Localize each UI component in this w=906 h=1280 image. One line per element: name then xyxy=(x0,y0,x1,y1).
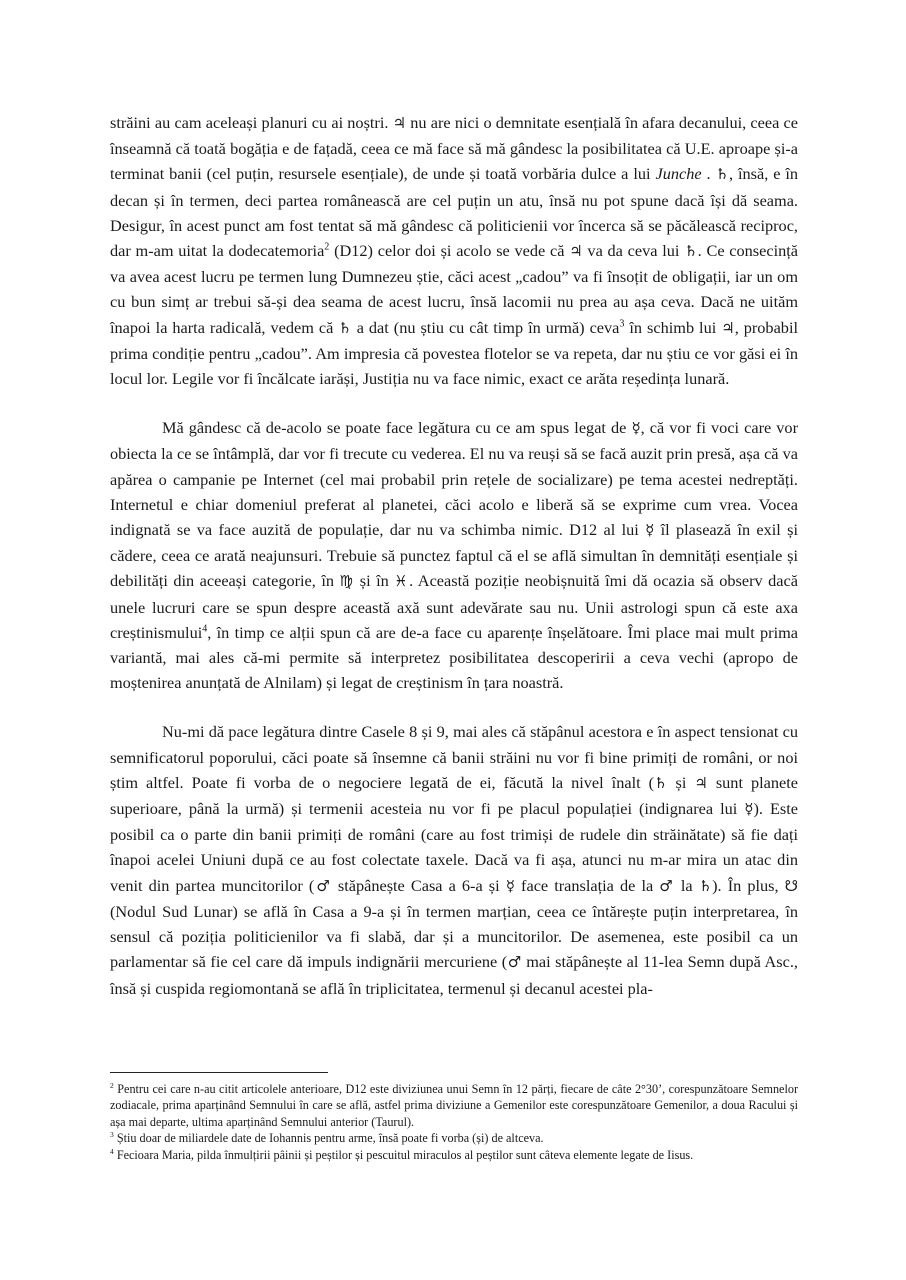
paragraph: Mă gândesc că de-acolo se poate face legătura cu ce am spus legat de ☿, că vor fi voci care vor obiecta la ce se întâmplă, dar vor fi trecute cu vederea. El nu va reuși să se facă auzit prin presă, așa că va apărea o campanie pe Internet (cel mai probabil prin rețele de socializare) pe tema acestei nedreptăți. Internetul e chiar domeniul preferat al planetei, căci acolo e liberă să se exprime cum vrea. Vocea indignată se va face auzită de populație, dar nu va schimba nimic. D12 al lui ☿ îl plasează în exil și cădere, ceea ce arată neajunsuri. Trebuie să punctez faptul că el se află simultan în demnități esențiale și debilități din aceeași categorie, în ♍ și în ♓. Această poziție neobișnuită îmi dă ocazia să observ dacă unele lucruri care se spun despre această axă sunt adevărate sau nu. Unii astrologi spun că este axa creștinismului$^4$, în timp ce alții spun că are de-a face cu aparențe înșelătoare. Îmi place mai mult prima variantă, mai ales că-mi permite să interpretez posibilitatea descoperirii a ceva vechi (apropo de moștenirea anunțată de Alnilam) și legat de creștinism în țara noastră. xyxy=(110,418,798,693)
jupiter-symbol: ♃ xyxy=(694,773,708,792)
footnote-ref: 3 xyxy=(619,318,625,330)
italic-text: Junche xyxy=(655,164,702,184)
footnote xyxy=(110,1081,798,1130)
footnote-text: Pentru cei care n-au citit articolele anterioare, D12 este diviziunea unui Semn în 12 părți, fiecare de câte 2°30’, corespunzătoare Semnelor zodiacale, prima aparținând Semnului în care se află, astfel prima diviziune a Gemenilor este corespunzătoare Gemenilor, a doua Racului și așa mai departe, ultima aparținând Semnului anterior (Taurul). xyxy=(110,1082,799,1129)
jupiter-symbol: ♃ xyxy=(392,114,407,132)
saturn-symbol: ♄ xyxy=(698,876,713,895)
saturn-symbol: ♄ xyxy=(684,242,698,261)
footnote-number: 4 xyxy=(110,1146,114,1156)
mars-symbol: ♂ xyxy=(314,876,332,895)
south-node-symbol: ☋ xyxy=(784,876,798,895)
footnote-text: Fecioara Maria, pilda înmulțirii pâinii și peștilor și pescuitul miraculos al peștilor sunt câteva elemente legate de Iisus. xyxy=(116,1147,694,1162)
footnote xyxy=(110,1130,798,1146)
paragraph: Nu-mi dă pace legătura dintre Casele 8 și 9, mai ales că stăpânul acestora e în aspect tensionat cu semnificatorul poporului, căci poate să însemne că banii străini nu vor fi bine primiți de români, or noi știm altfel. Poate fi vorba de o negociere legată de ei, făcută la nivel înalt (♄ și ♃ sunt planete superioare, până la urmă) și termenii acesteia nu vor fi pe placul populației (indignarea lui ☿). Este posibil ca o parte din banii primiți de români (care au fost trimiși de rudele din străinătate) să fie dați înapoi acelei Uniuni după ce au fost colectate taxele. Dacă va fi așa, atunci nu m-ar mira un atac din venit din partea muncitorilor (♂ stăpânește Casa a 6-a și ☿ face translația de la ♂ la ♄). În plus, ☋ (Nodul Sud Lunar) se află în Casa a 9-a și în termen marțian, ceea ce întărește puțin interpretarea, în sensul că poziția politicienilor va fi slabă, dar și a muncitorilor. De asemenea, este posibil ca un parlamentar să fie cel care dă impuls indignării mercuriene (♂ mai stăpânește al 11-lea Semn după Asc., însă și cuspida regiomontană se află în triplicitatea, termenul și decanul acestei pla- xyxy=(110,722,799,998)
virgo-symbol: ♍ xyxy=(339,572,355,591)
footnote-number: 3 xyxy=(110,1130,114,1140)
saturn-symbol: ♄ xyxy=(654,773,668,792)
footnote-ref: 4 xyxy=(202,623,208,635)
saturn-symbol: ♄ xyxy=(715,165,729,184)
pisces-symbol: ♓ xyxy=(394,572,410,591)
mercury-symbol: ☿ xyxy=(744,800,754,819)
footnote-text: Știu doar de miliardele date de Iohannis pentru arme, însă poate fi vorba (și) de altceva. xyxy=(116,1131,544,1146)
footnote xyxy=(110,1147,798,1163)
saturn-symbol: ♄ xyxy=(338,318,352,337)
mercury-symbol: ☿ xyxy=(505,876,515,895)
mercury-symbol: ☿ xyxy=(645,521,655,540)
mars-symbol: ♂ xyxy=(659,876,675,895)
footnote-ref: 2 xyxy=(324,241,330,253)
jupiter-symbol: ♃ xyxy=(569,242,583,261)
jupiter-symbol: ♃ xyxy=(721,318,735,337)
paragraph: străini au cam aceleași planuri cu ai noștri. ♃ nu are nici o demnitate esențială în afara decanului, ceea ce înseamnă că toată bogăția e de fațadă, ceea ce mă face să mă gândesc la posibilitatea că U.E. aproape și-a terminat banii (cel puțin, resursele esențiale), de unde și toată vorbăria dulce a lui Junche . ♄, însă, e în decan și în termen, deci partea românească are cel puțin un atu, însă nu pot spune dacă își dă seama. Desigur, în acest punct am fost tentat să mă gândesc că politicienii vor încerca să se păcălească reciproc, dar m-am uitat la dodecatemoria$^2$ (D12) celor doi și acolo se vede că ♃ va da ceva lui ♄. Ce consecință va avea acest lucru pe termen lung Dumnezeu știe, căci acest „cadou” va fi însoțit de obligații, iar un om cu bun simț ar trebui să-și dea seama de acest lucru, însă lacomii nu prea au așa ceva. Dacă ne uităm înapoi la harta radicală, vedem că ♄ a dat (nu știu cu cât timp în urmă) ceva$^3$ în schimb lui ♃, probabil prima condiție pentru „cadou”. Am impresia că povestea flotelor se va repeta, dar nu știu ce vor găsi ei în locul lor. Legile vor fi încălcate iarăși, Justiția nu va face nimic, exact ce arăta reședința lunară. xyxy=(110,113,799,389)
mars-symbol: ♂ xyxy=(507,953,522,972)
mercury-symbol: ☿ xyxy=(631,419,641,438)
footnote-number: 2 xyxy=(110,1080,114,1090)
body-text xyxy=(110,110,798,1001)
footnotes xyxy=(110,1072,798,1163)
footnote-separator xyxy=(110,1072,328,1073)
